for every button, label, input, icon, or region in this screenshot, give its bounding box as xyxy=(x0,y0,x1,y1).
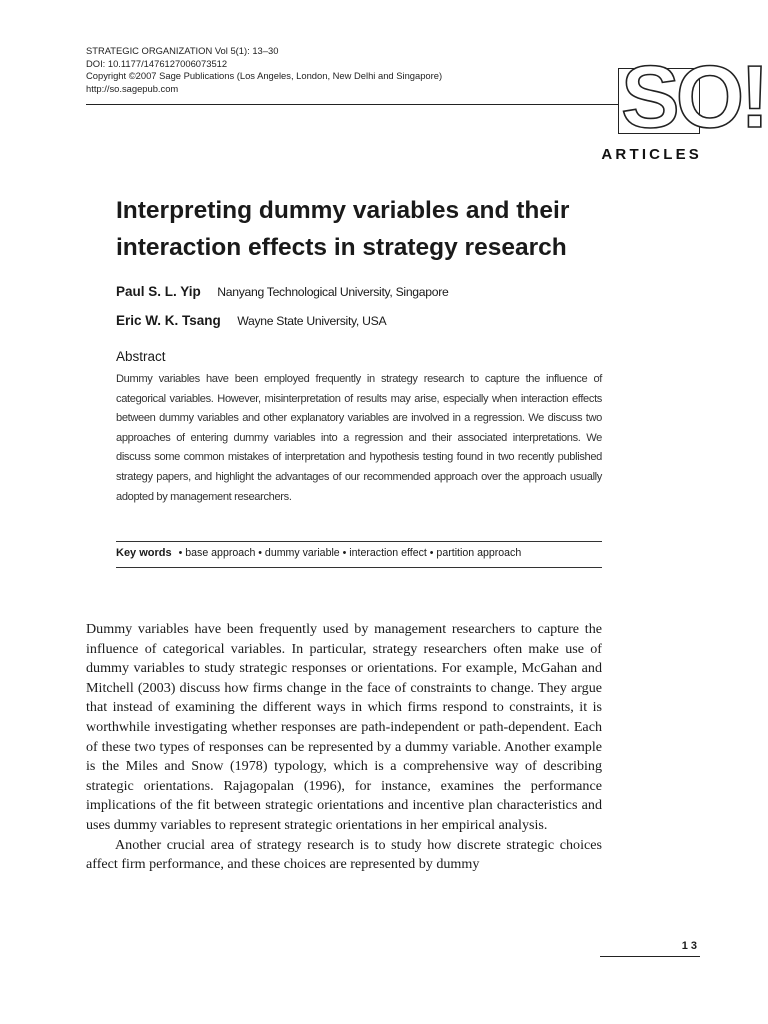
journal-metadata xyxy=(86,45,606,95)
body-paragraph: Another crucial area of strategy research is to study how discrete strategic choices affect firm performance, and these choices are represented by dummy xyxy=(86,836,602,873)
author-name: Eric W. K. Tsang xyxy=(116,313,221,328)
journal-copyright: Copyright ©2007 Sage Publications (Los Angeles, London, New Delhi and Singapore) xyxy=(86,70,443,82)
page-number: 13 xyxy=(681,940,700,952)
article-body xyxy=(86,620,602,875)
journal-logo-text: SO! xyxy=(621,47,766,146)
journal-doi: DOI: 10.1177/1476127006073512 xyxy=(86,57,228,69)
keywords-rule-bottom xyxy=(116,567,602,568)
abstract-heading: Abstract xyxy=(116,349,166,364)
author-line xyxy=(116,312,386,330)
journal-logo xyxy=(618,47,766,146)
author-affiliation: Nanyang Technological University, Singapore xyxy=(217,285,449,299)
author-name: Paul S. L. Yip xyxy=(116,284,201,299)
page-number-rule xyxy=(600,956,700,957)
journal-citation: STRATEGIC ORGANIZATION Vol 5(1): 13–30 xyxy=(86,45,279,56)
abstract-text: Dummy variables have been employed frequently in strategy research to capture the influence of categorical variables. However, misinterpretation of results may arise, especially when interaction effects between dummy variables and other explanatory variables are involved in a regression. We discuss two approaches of entering dummy variables into a regression and their associated interpretations. We discuss some common mistakes of interpretation and hypothesis testing found in two recently published strategy papers, and highlight the advantages of our recommended approach over the approach usually adopted by management researchers. xyxy=(116,373,602,503)
keywords-rule-top xyxy=(116,541,602,542)
header-rule xyxy=(86,104,618,105)
body-paragraph: Dummy variables have been frequently used by management researchers to capture the influence of categorical variables. In particular, strategy researchers often make use of dummy variables to study strategic responses or orientations. For example, McGahan and Mitchell (2003) discuss how firms change in the face of constraints to change. They argue that instead of examining the different ways in which firms respond to constraints, it is worthwhile investigating whether responses are path-independent or path-dependent. Each of these two types of responses can be represented by a dummy variable. Another example is the Miles and Snow (1978) typology, which is a comprehensive way of describing strategic orientations. Rajagopalan (1996), for instance, examines the performance implications of the fit between strategic orientations and incentive plan characteristics and uses dummy variables to represent strategic orientations in her empirical analysis. xyxy=(86,621,602,833)
article-title: Interpreting dummy variables and their interaction effects in strategy research xyxy=(116,197,570,261)
keywords-list: • base approach • dummy variable • interaction effect • partition approach xyxy=(178,547,522,559)
keywords-label: Key words xyxy=(116,547,172,559)
author-line xyxy=(116,283,448,301)
journal-url: http://so.sagepub.com xyxy=(86,82,179,94)
author-affiliation: Wayne State University, USA xyxy=(237,314,387,328)
section-label: ARTICLES xyxy=(601,146,702,163)
keywords-line xyxy=(116,547,602,559)
